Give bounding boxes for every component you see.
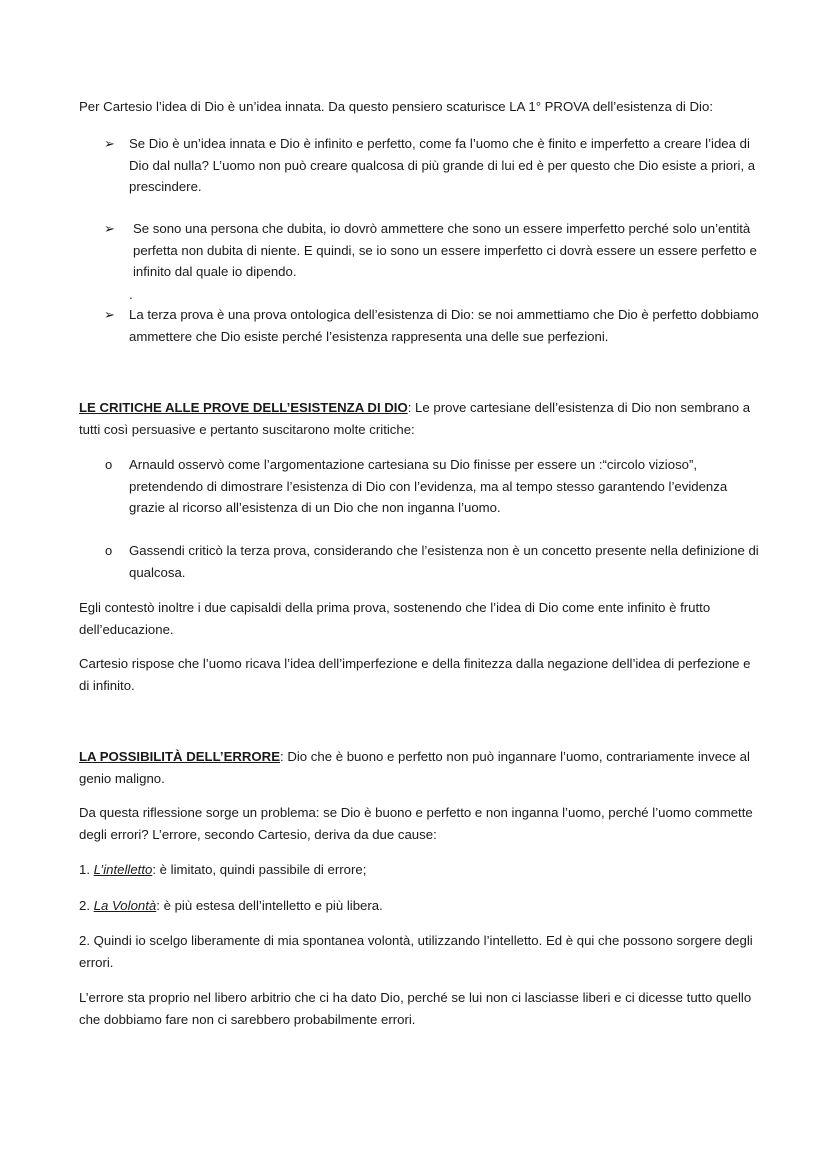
errore-heading-rest: : Dio che è buono e perfetto non può ingannare l’uomo, contrariamente invece al genio maligno.: [79, 749, 750, 786]
errore-paragraph: [79, 746, 759, 790]
cause-1-term: L’intelletto: [93, 862, 153, 877]
proof-item-1: Se Dio è un’idea innata e Dio è infinito e perfetto, come fa l’uomo che è finito e imperfetto a creare l’idea di Dio dal nulla? L’uomo non può creare qualcosa di più grande di lui ed è per questo che Dio esiste a priori, a prescindere.: [129, 136, 756, 195]
errore-cause-1: [79, 859, 759, 881]
cause-2-number: 2.: [79, 898, 94, 913]
errore-para-libero-arbitrio: L’errore sta proprio nel libero arbitrio che ci ha dato Dio, perché se lui non ci lasciasse liberi e ci dicesse tutto quello che dobbiamo fare non ci sarebbero probabilmente errori.: [79, 990, 752, 1027]
intro-paragraph: Per Cartesio l’idea di Dio è un’idea innata. Da questo pensiero scaturisce LA 1° PROVA dell’esistenza di Dio:: [79, 99, 713, 114]
critica-item-arnauld: Arnauld osservò come l’argomentazione cartesiana su Dio finisse per essere un :“circolo vizioso”, pretendendo di dimostrare l’esistenza di Dio con l’evidenza, ma al tempo stesso garantendo l’evidenza grazie al ricorso all’esistenza di un Dio che non inganna l’uomo.: [129, 457, 728, 516]
stray-dot: .: [129, 287, 133, 302]
circle-bullet-icon: o: [105, 457, 113, 472]
proof-item-3: La terza prova è una prova ontologica dell’esistenza di Dio: se noi ammettiamo che Dio è perfetto dobbiamo ammettere che Dio esiste perché l’esistenza rappresenta una delle sue perfezioni.: [129, 307, 759, 344]
errore-para-quindi: 2. Quindi io scelgo liberamente di mia spontanea volontà, utilizzando l’intelletto. Ed è qui che possono sorgere degli errori.: [79, 933, 753, 970]
proof-item-2: Se sono una persona che dubita, io dovrò ammettere che sono un essere imperfetto perché solo un’entità perfetta non dubita di niente. E quindi, se io sono un essere imperfetto ci dovrà essere un essere perfetto e infinito dal quale io dipendo.: [133, 221, 757, 280]
critiche-para-cartesio: Cartesio rispose che l’uomo ricava l’idea dell’imperfezione e della finitezza dalla negazione dell’idea di perfezione e di infinito.: [79, 656, 751, 693]
critica-item-gassendi: Gassendi criticò la terza prova, considerando che l’esistenza non è un concetto presente nella definizione di qualcosa.: [129, 543, 759, 580]
critiche-para-egli: Egli contestò inoltre i due capisaldi della prima prova, sostenendo che l’idea di Dio come ente infinito è frutto dell’educazione.: [79, 600, 711, 637]
critiche-paragraph: [79, 397, 759, 441]
critiche-heading: LE CRITICHE ALLE PROVE DELL’ESISTENZA DI DIO: [79, 400, 408, 415]
cause-2-term: La Volontà: [93, 898, 157, 913]
errore-cause-2: [79, 895, 759, 917]
errore-para-problema: Da questa riflessione sorge un problema: se Dio è buono e perfetto e non inganna l’uomo, perché l’uomo commette degli errori? L’errore, secondo Cartesio, deriva da due cause:: [79, 805, 753, 842]
arrow-bullet-icon: ➢: [104, 221, 115, 236]
errore-heading: LA POSSIBILITÀ DELL’ERRORE: [79, 749, 280, 764]
circle-bullet-icon: o: [105, 543, 113, 558]
cause-1-number: 1.: [79, 862, 94, 877]
arrow-bullet-icon: ➢: [104, 307, 115, 322]
critiche-heading-rest: : Le prove cartesiane dell’esistenza di Dio non sembrano a tutti così persuasive e pertanto suscitarono molte critiche:: [79, 400, 751, 437]
arrow-bullet-icon: ➢: [104, 136, 115, 151]
cause-2-text: : è più estesa dell’intelletto e più libera.: [156, 898, 383, 913]
cause-1-text: : è limitato, quindi passibile di errore;: [152, 862, 367, 877]
